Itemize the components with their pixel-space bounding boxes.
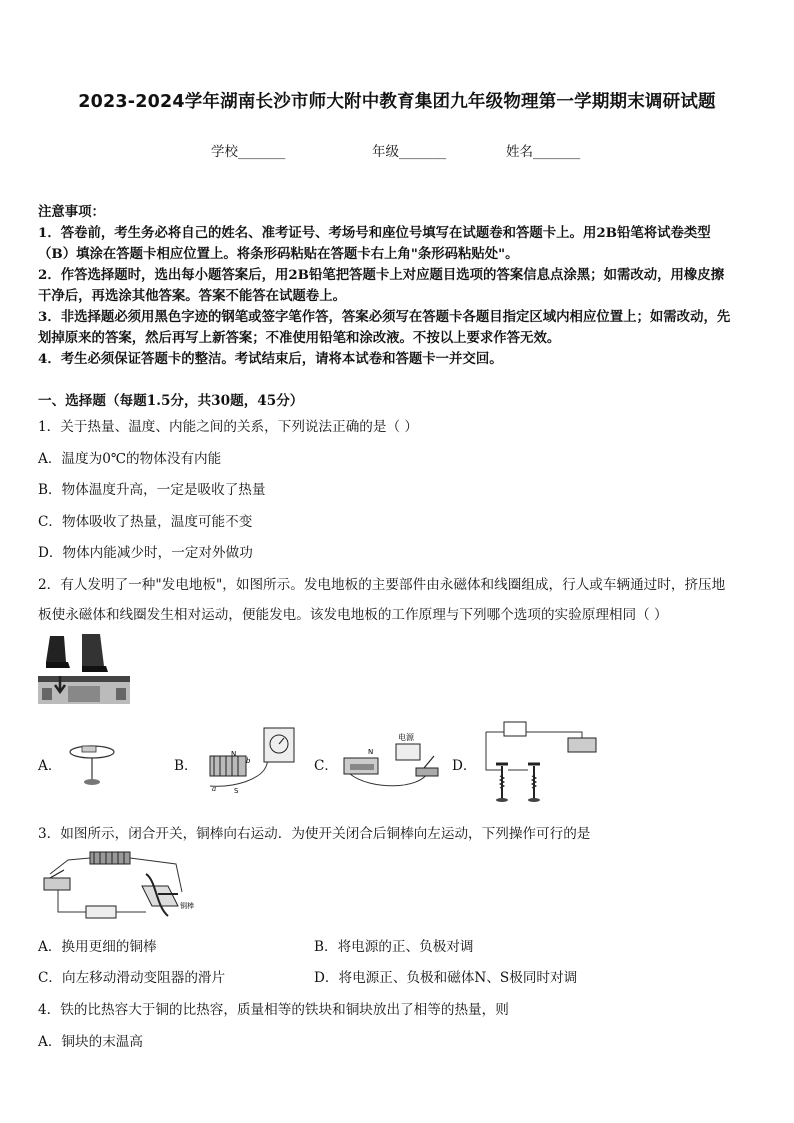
page-title: 2023-2024学年湖南长沙市师大附中教育集团九年级物理第一学期期末调研试题 [78,92,716,112]
q2-option-b: B． [174,758,198,774]
question-2-stem: 2．有人发明了一种"发电地板"，如图所示。发电地板的主要部件由永磁体和线圈组成，行人或车辆通过时，挤压地 [38,577,726,593]
option-a-figure [64,740,120,790]
q1-option-c: C．物体吸收了热量，温度可能不变 [38,514,253,530]
notice-heading: 注意事项： [38,204,105,220]
label-s: S [234,787,239,795]
question-1-stem: 1．关于热量、温度、内能之间的关系，下列说法正确的是（ ） [38,419,418,435]
name-field: 姓名_______ [506,144,581,160]
power-floor-figure [38,632,130,708]
q3-option-a: A．换用更细的铜棒 [38,939,157,955]
label-copper-rod: 铜棒 [180,902,194,910]
label-n: N [231,750,237,758]
grade-field: 年级_______ [372,144,447,160]
label-a: a [212,785,217,793]
section-heading: 一、选择题（每题1.5分，共30题，45分） [38,393,304,409]
q2-option-c: C． [314,758,338,774]
option-c-figure [340,730,448,792]
q2-option-a: A． [38,758,62,774]
option-d-figure [484,720,602,804]
school-field: 学校_______ [211,144,286,160]
q1-option-b: B．物体温度升高，一定是吸收了热量 [38,482,266,498]
q1-option-a: A．温度为0℃的物体没有内能 [38,451,222,467]
notice-line: 2．作答选择题时，选出每小题答案后，用2B铅笔把答题卡上对应题目选项的答案信息点涂黑；如需改动，用橡皮擦 [38,267,725,283]
q3-option-c: C．向左移动滑动变阻器的滑片 [38,970,226,986]
question-3-stem: 3．如图所示，闭合开关，铜棒向右运动．为使开关闭合后铜棒向左运动，下列操作可行的是 [38,826,591,842]
question-2-stem-cont: 板使永磁体和线圈发生相对运动，便能发电。该发电地板的工作原理与下列哪个选项的实验原理相同（ ） [38,607,668,623]
q2-option-d: D． [452,758,477,774]
notice-block [38,223,768,370]
rail-experiment-figure [38,846,194,920]
label-b: b [246,757,251,765]
notice-line: 干净后，再选涂其他答案。答案不能答在试题卷上。 [38,288,346,304]
label-power: 电源 [398,733,414,742]
notice-line: 1．答卷前，考生务必将自己的姓名、准考证号、考场号和座位号填写在试题卷和答题卡上。用2B铅笔将试卷类型 [38,225,711,241]
notice-line: （B）填涂在答题卡相应位置上。将条形码粘贴在答题卡右上角"条形码粘贴处"。 [38,246,519,262]
q3-option-d: D．将电源正、负极和磁体N、S极同时对调 [314,970,578,986]
q1-option-d: D．物体内能减少时，一定对外做功 [38,545,253,561]
notice-line: 划掉原来的答案，然后再写上新答案；不准使用铅笔和涂改液。不按以上要求作答无效。 [38,330,561,346]
notice-line: 4．考生必须保证答题卡的整洁。考试结束后，请将本试卷和答题卡一并交回。 [38,351,503,367]
q4-option-a: A．铜块的末温高 [38,1034,143,1050]
question-4-stem: 4．铁的比热容大于铜的比热容，质量相等的铁块和铜块放出了相等的热量，则 [38,1002,509,1018]
q3-option-b: B．将电源的正、负极对调 [314,939,474,955]
option-b-figure [198,726,306,796]
notice-line: 3．非选择题必须用黑色字迹的钢笔或签字笔作答，答案必须写在答题卡各题目指定区域内相应位置上；如需改动，先 [38,309,731,325]
label-c-n: N [368,748,374,756]
